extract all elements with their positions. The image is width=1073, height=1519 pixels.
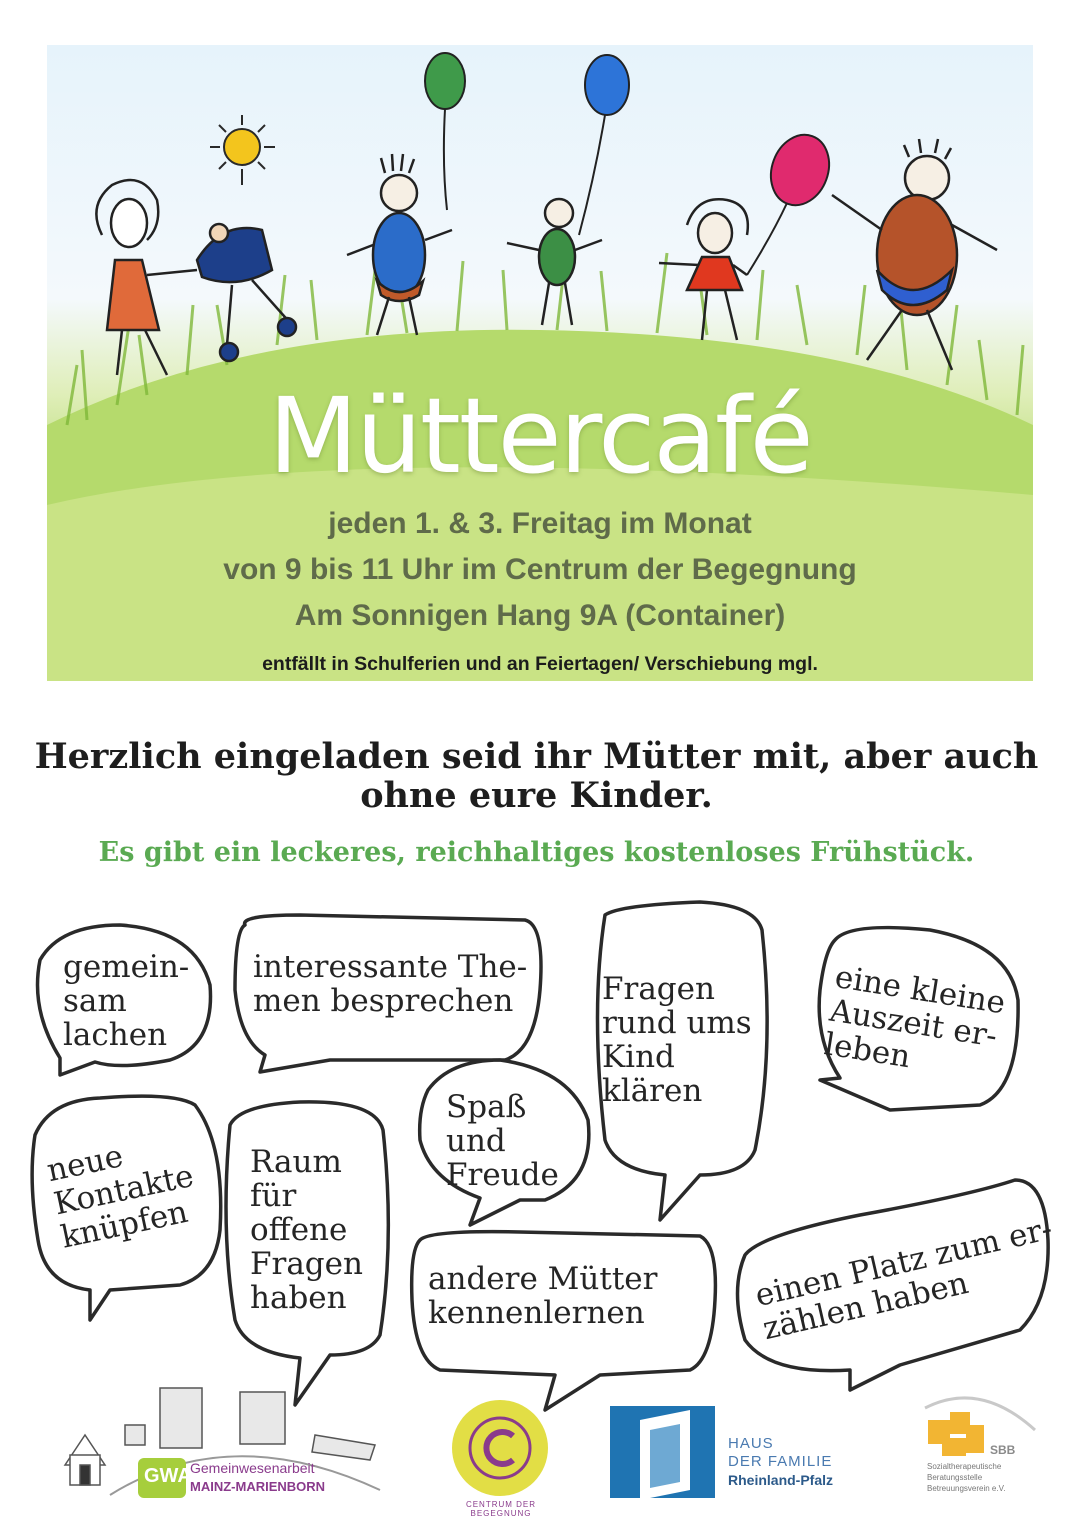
door-icon — [610, 1406, 715, 1500]
gwa-logo-line2: MAINZ-MARIENBORN — [190, 1479, 326, 1494]
centrum-logo-text: CENTRUM DER BEGEGNUNG — [465, 1500, 537, 1518]
haus-logo-line3: Rheinland-Pfalz — [728, 1472, 834, 1488]
sbb-logo-line3: Betreuungsverein e.V. — [927, 1484, 1006, 1493]
haus-logo-line2: DER FAMILIE — [728, 1453, 833, 1470]
cancellation-note: entfällt in Schulferien und an Feiertagen/ Verschiebung mgl. — [262, 653, 818, 675]
ring-c-icon — [452, 1400, 548, 1496]
gwa-logo-line1: Gemeinwesenarbeit — [190, 1460, 315, 1476]
bubble-text-topics: interessante The- men besprechen — [253, 949, 528, 1019]
bubble-text-open-questions: Raum für offene Fragen haben — [250, 1144, 363, 1316]
time-location-line: von 9 bis 11 Uhr im Centrum der Begegnung — [223, 553, 857, 586]
gwa-logo-mark: GWA — [144, 1465, 192, 1487]
bubble-text-timeout: eine kleine Auszeit er- leben — [821, 959, 1008, 1076]
sbb-logo-line1: Sozialtherapeutische — [927, 1462, 1002, 1471]
address-line: Am Sonnigen Hang 9A (Container) — [294, 599, 786, 632]
bubble-text-meet-mothers: andere Mütter kennenlernen — [428, 1261, 658, 1331]
sbb-logo-mark: SBB — [990, 1443, 1016, 1457]
puzzle-icon — [925, 1398, 1035, 1456]
bubble-text-questions-child: Fragen rund ums Kind klären — [602, 971, 752, 1109]
bubble-text-laugh: gemein- sam lachen — [63, 949, 190, 1053]
sbb-logo-line2: Beratungsstelle — [927, 1473, 983, 1482]
bubble-text-talk-space: einen Platz zum er- zählen haben — [751, 1210, 1056, 1348]
breakfast-subline: Es gibt ein leckeres, reichhaltiges kostenloses Frühstück. — [98, 837, 975, 868]
invitation-headline: Herzlich eingeladen seid ihr Mütter mit, aber auch ohne eure Kinder. — [34, 736, 1039, 816]
bubble-text-contacts: neue Kontakte knüpfen — [43, 1138, 197, 1256]
schedule-line: jeden 1. & 3. Freitag im Monat — [328, 507, 752, 540]
haus-logo-line1: HAUS — [728, 1435, 774, 1452]
page-title: Müttercafé — [268, 375, 812, 497]
bubble-text-fun: Spaß und Freude — [446, 1089, 559, 1193]
